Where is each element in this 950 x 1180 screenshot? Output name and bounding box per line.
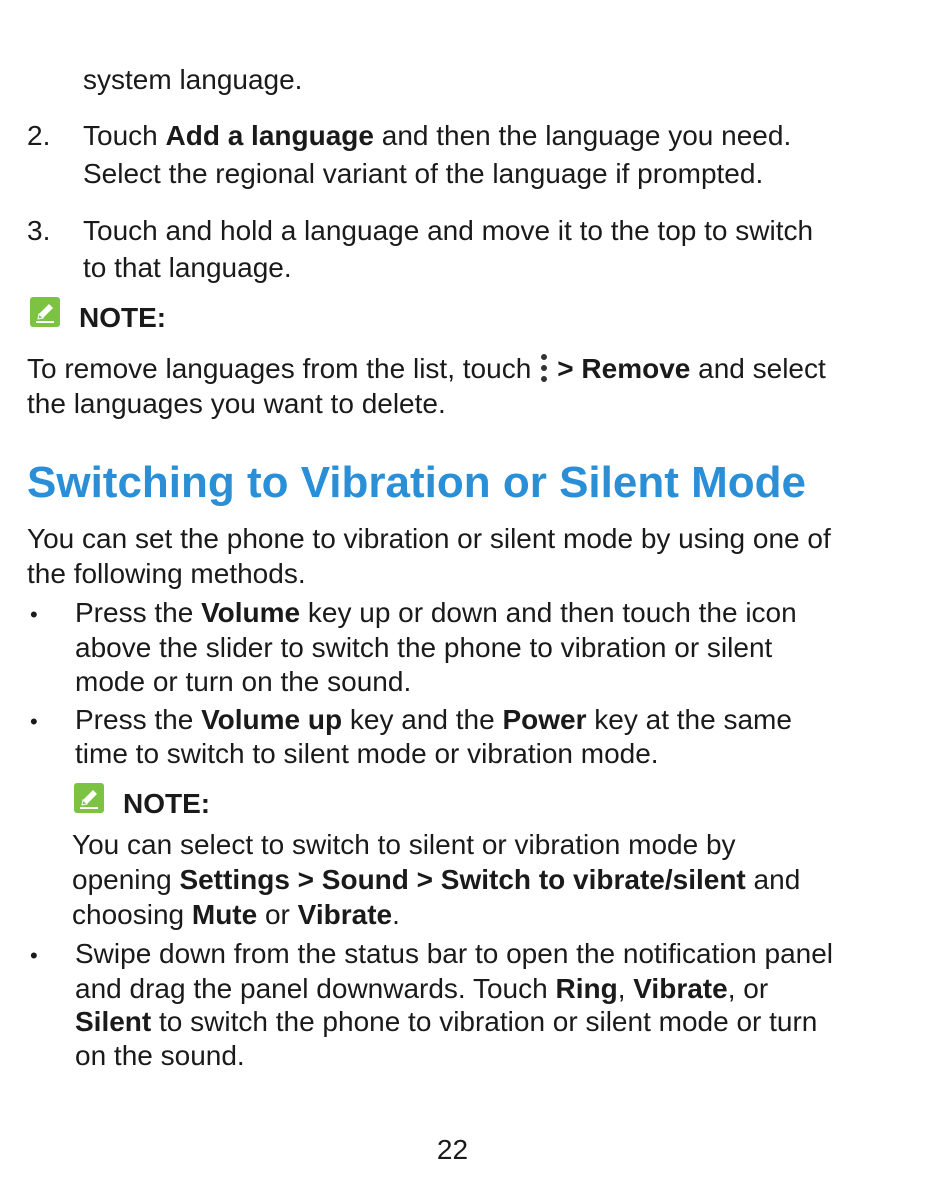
volume-label: Volume <box>201 597 301 628</box>
step1-continuation: system language. <box>83 64 303 95</box>
bullet3-marker: • <box>30 943 38 968</box>
page-number: 22 <box>436 1134 469 1165</box>
vibrate-option-label: Vibrate <box>633 973 728 1004</box>
step3-line2: to that language. <box>83 252 292 283</box>
vibrate-label: Vibrate <box>297 899 393 930</box>
note2-line2: opening Settings > Sound > Switch to vibrate/silent and <box>72 864 801 895</box>
bullet3-line3: Silent to switch the phone to vibration or silent mode or turn <box>75 1006 818 1037</box>
bullet3-line4: on the sound. <box>75 1040 245 1071</box>
settings-path-label: Settings > Sound > Switch to vibrate/silent <box>179 864 746 895</box>
step3-number: 3. <box>27 215 51 246</box>
bullet1-line1: Press the Volume key up or down and then touch the icon <box>75 597 797 628</box>
add-language-label: Add a language <box>165 120 374 151</box>
note2-line1: You can select to switch to silent or vibration mode by <box>72 829 736 860</box>
mute-label: Mute <box>191 899 258 930</box>
step2-line1: Touch Add a language and then the language you need. <box>83 120 792 151</box>
volume-up-label: Volume up <box>201 704 343 735</box>
intro-line1: You can set the phone to vibration or silent mode by using one of <box>27 523 831 554</box>
bullet1-line2: above the slider to switch the phone to vibration or silent <box>75 632 773 663</box>
note1-label: NOTE: <box>79 302 167 333</box>
intro-line2: the following methods. <box>27 558 306 589</box>
pencil-note-icon <box>30 297 60 327</box>
bullet2-marker: • <box>30 709 38 734</box>
step2-number: 2. <box>27 120 51 151</box>
step2-line2: Select the regional variant of the language if prompted. <box>83 158 764 189</box>
bullet3-line2: and drag the panel downwards. Touch Ring, Vibrate, or <box>75 973 769 1004</box>
note1-line1: To remove languages from the list, touch > Remove and select <box>27 353 826 384</box>
note2-label: NOTE: <box>123 788 211 819</box>
bullet1-line3: mode or turn on the sound. <box>75 666 412 697</box>
step3-line1: Touch and hold a language and move it to the top to switch <box>83 215 814 246</box>
ring-label: Ring <box>555 973 618 1004</box>
note1-line2: the languages you want to delete. <box>27 388 446 419</box>
power-label: Power <box>502 704 587 735</box>
note2-line3: choosing Mute or Vibrate. <box>72 899 400 930</box>
bullet2-line2: time to switch to silent mode or vibration mode. <box>75 738 659 769</box>
bullet1-marker: • <box>30 602 38 627</box>
more-options-icon <box>537 352 551 384</box>
silent-label: Silent <box>75 1006 152 1037</box>
section-heading: Switching to Vibration or Silent Mode <box>27 458 806 507</box>
bullet2-line1: Press the Volume up key and the Power key at the same <box>75 704 792 735</box>
remove-label: > Remove <box>557 353 691 384</box>
bullet3-line1: Swipe down from the status bar to open the notification panel <box>75 938 834 969</box>
pencil-note-icon <box>74 783 104 813</box>
